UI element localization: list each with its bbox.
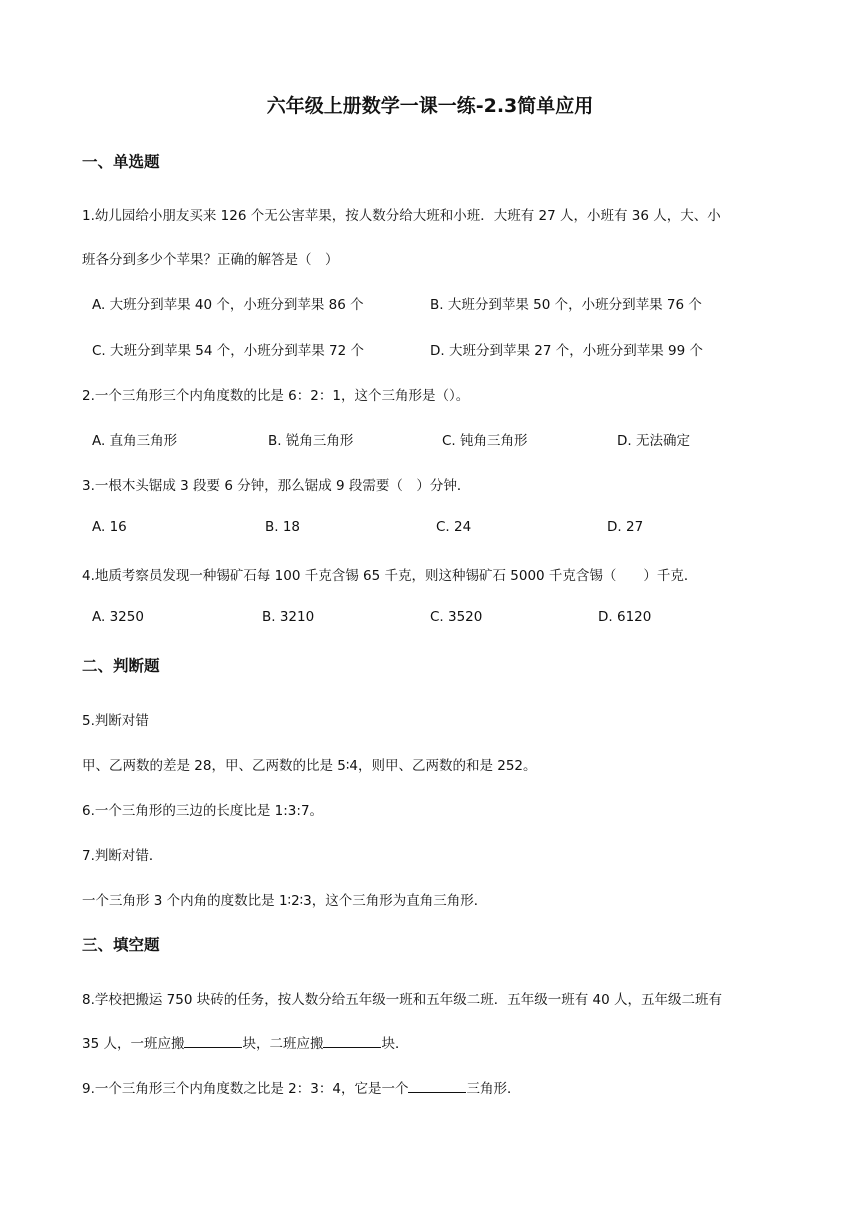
question-3-option-a: A. 16 <box>92 519 127 535</box>
question-1-option-c: C. 大班分到苹果 54 个，小班分到苹果 72 个 <box>92 343 365 359</box>
question-9-text-a: 9.一个三角形三个内角度数之比是 2：3：4，它是一个 <box>82 1081 409 1097</box>
answer-blank-class-2[interactable] <box>323 1035 381 1048</box>
question-4-option-d: D. 6120 <box>598 609 652 625</box>
question-8-text-a: 35 人，一班应搬 <box>82 1036 185 1052</box>
question-4-option-b: B. 3210 <box>262 609 315 625</box>
question-2-option-d: D. 无法确定 <box>617 433 690 449</box>
question-9-text-b: 三角形． <box>466 1081 521 1097</box>
answer-blank-triangle-type[interactable] <box>408 1080 466 1093</box>
question-1-line-2: 班各分到多少个苹果？正确的解答是（ ） <box>82 252 339 268</box>
question-8-text-b: 块，二班应搬 <box>242 1036 324 1052</box>
question-2-option-c: C. 钝角三角形 <box>442 433 528 449</box>
question-4-text: 4.地质考察员发现一种锡矿石每 100 千克含锡 65 千克，则这种锡矿石 5000 千克含锡（ ）千克． <box>82 568 698 584</box>
question-3-option-b: B. 18 <box>265 519 301 535</box>
question-5-line-2: 甲、乙两数的差是 28，甲、乙两数的比是 5∶4，则甲、乙两数的和是 252。 <box>82 758 537 774</box>
question-7-line-1: 7.判断对错． <box>82 848 163 864</box>
question-2-option-b: B. 锐角三角形 <box>268 433 354 449</box>
question-9-text <box>82 1077 520 1097</box>
question-5-line-1: 5.判断对错 <box>82 713 149 729</box>
answer-blank-class-1[interactable] <box>184 1035 242 1048</box>
question-1-option-d: D. 大班分到苹果 27 个，小班分到苹果 99 个 <box>430 343 703 359</box>
question-6-text: 6.一个三角形的三边的长度比是 1:3:7。 <box>82 803 324 819</box>
question-1-line-1: 1.幼儿园给小朋友买来 126 个无公害苹果，按人数分给大班和小班．大班有 27 人，小班有 36 人，大、小 <box>82 208 721 224</box>
question-1-option-b: B. 大班分到苹果 50 个，小班分到苹果 76 个 <box>430 297 702 313</box>
question-3-text: 3.一根木头锯成 3 段要 6 分钟，那么锯成 9 段需要（ ）分钟． <box>82 478 471 494</box>
question-7-line-2: 一个三角形 3 个内角的度数比是 1∶2∶3，这个三角形为直角三角形． <box>82 893 488 909</box>
question-4-option-a: A. 3250 <box>92 609 144 625</box>
question-2-text: 2.一个三角形三个内角度数的比是 6：2：1，这个三角形是（）。 <box>82 388 470 404</box>
section-heading-single-choice: 一、单选题 <box>82 153 160 171</box>
page-title: 六年级上册数学一课一练-2.3简单应用 <box>266 95 594 117</box>
question-8-line-2 <box>82 1032 408 1052</box>
question-8-line-1: 8.学校把搬运 750 块砖的任务，按人数分给五年级一班和五年级二班．五年级一班有 40 人，五年级二班有 <box>82 992 722 1008</box>
question-3-option-c: C. 24 <box>436 519 472 535</box>
question-1-option-a: A. 大班分到苹果 40 个，小班分到苹果 86 个 <box>92 297 364 313</box>
section-heading-true-false: 二、判断题 <box>82 657 160 675</box>
question-8-text-c: 块． <box>381 1036 409 1052</box>
question-2-option-a: A. 直角三角形 <box>92 433 178 449</box>
section-heading-fill-blank: 三、填空题 <box>82 936 160 954</box>
question-3-option-d: D. 27 <box>607 519 644 535</box>
question-4-option-c: C. 3520 <box>430 609 483 625</box>
